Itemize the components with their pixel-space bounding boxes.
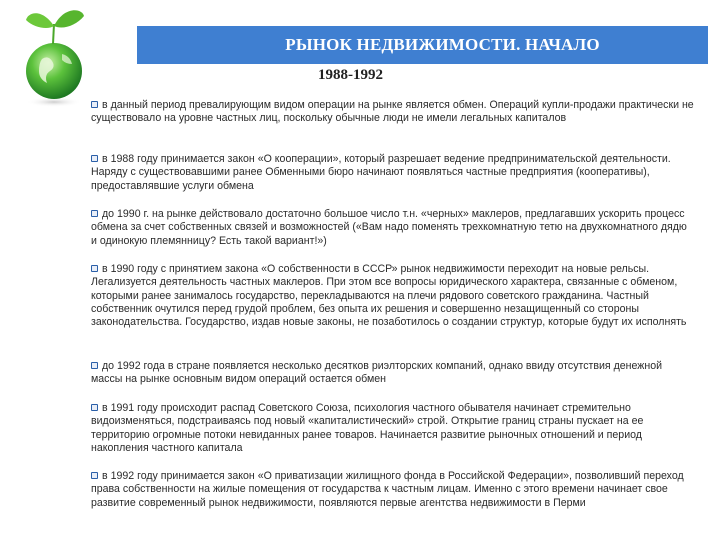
list-item-text: в 1988 году принимается закон «О кооперации», который разрешает ведение предпринимательской деятельности. Наряду с существовавшими ранее Обменными бюро начинают появляться частные предприятия (кооперативы), предоставлявшие услуги обмена xyxy=(91,153,671,192)
list-item xyxy=(91,153,695,193)
checkbox-bullet-icon xyxy=(91,265,98,272)
list-item-text: в 1992 году принимается закон «О приватизации жилищного фонда в Российской Федерации», позволивший переход права собственности на жилые помещения от государства к частным лицам. Именно с этого времени начинает свое развитие современный рынок недвижимости, появляются первые агентства недвижимости в Перми xyxy=(91,470,684,509)
list-item-text: в данный период превалирующим видом операции на рынке является обмен. Операций купли-продажи практически не существовало на уровне частных лиц, поскольку обычные люди не имели легальных капиталов xyxy=(91,99,694,125)
list-item-text: в 1991 году происходит распад Советского Союза, психология частного обывателя начинает стремительно видоизменяться, подстраиваясь под новый «капиталистический» строй. Открытие границ страны пускает на ее территорию огромные потоки невиданных ранее товаров. Начинается развитие рыночных отношений и период накопления частного капитала xyxy=(91,402,644,454)
checkbox-bullet-icon xyxy=(91,101,98,108)
list-item xyxy=(91,99,695,126)
page-title: РЫНОК НЕДВИЖИМОСТИ. НАЧАЛО xyxy=(285,35,600,54)
list-item-text: до 1992 года в стране появляется несколько десятков риэлторских компаний, однако ввиду отсутствия денежной массы на рынке основным видом операций остается обмен xyxy=(91,360,663,386)
list-item-text: в 1990 году с принятием закона «О собственности в СССР» рынок недвижимости переходит на новые рельсы. Легализуется деятельность частных маклеров. При этом все вопросы юридического характера, связанные с обменом, которыми ранее занималось государство, перекладываются на плечи рядового советского гражданина. Частный собственник очутился перед грудой проблем, без опыта их решения и совершенно незащищенный со стороны законодательства. Государство, издав новые законы, не позаботилось о создании структур, которые будут их исполнять xyxy=(91,263,687,329)
list-item xyxy=(91,360,695,387)
period-subtitle: 1988-1992 xyxy=(318,67,383,83)
list-item xyxy=(91,208,695,248)
checkbox-bullet-icon xyxy=(91,210,98,217)
checkbox-bullet-icon xyxy=(91,404,98,411)
checkbox-bullet-icon xyxy=(91,155,98,162)
checkbox-bullet-icon xyxy=(91,362,98,369)
list-item xyxy=(91,402,695,455)
list-item xyxy=(91,470,695,510)
title-bar xyxy=(137,26,708,64)
leaf-globe-icon xyxy=(12,4,96,108)
list-item-text: до 1990 г. на рынке действовало достаточно большое число т.н. «черных» маклеров, предлагавших ускорить процесс обмена за счет собственных связей и возможностей («Вам надо поменять трехкомнатную тетю на двухкомнатного дядю и одинокую племянницу? Есть такой вариант!») xyxy=(91,208,687,247)
list-item xyxy=(91,263,695,329)
checkbox-bullet-icon xyxy=(91,472,98,479)
